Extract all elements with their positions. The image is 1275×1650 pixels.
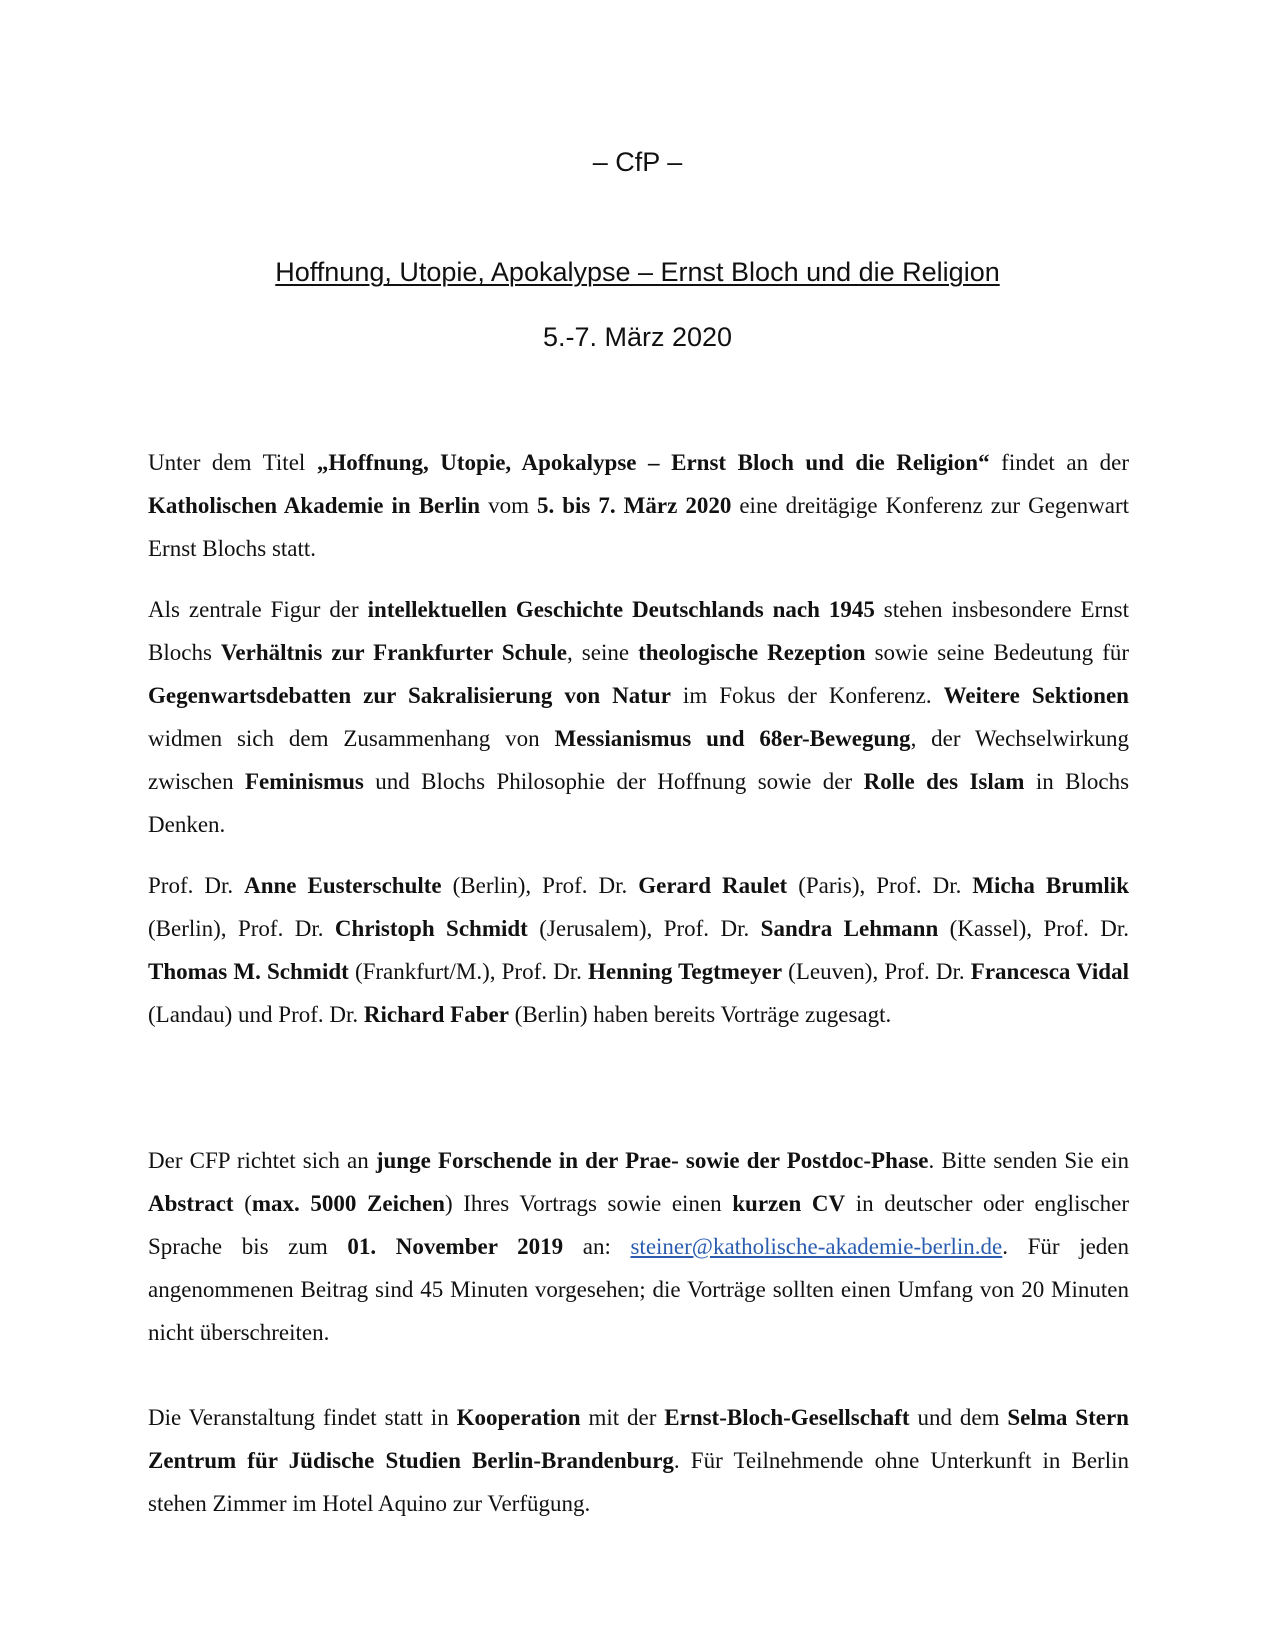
text-run: (Berlin), Prof. Dr. (148, 916, 335, 941)
text-run: . Für jeden angenommenen Beitrag sind 45 Minuten vorgesehen; die Vorträge sollten einen Umfang von 20 Minuten nicht überschreiten. (148, 1234, 1130, 1345)
bold-run: max. 5000 Zeichen (251, 1191, 445, 1216)
conference-date: 5.-7. März 2020 (542, 322, 733, 352)
bold-run: theologische Rezeption (638, 640, 866, 665)
speaker-name: Christoph Schmidt (334, 916, 528, 941)
bold-run: Katholischen Akademie in Berlin (148, 493, 481, 518)
bold-run: Abstract (148, 1191, 234, 1216)
bold-run: Ernst-Bloch-Gesellschaft (664, 1405, 910, 1430)
speaker-name: Gerard Raulet (638, 873, 788, 898)
bold-run: Weitere Sektionen (943, 683, 1129, 708)
text-run: im Fokus der Konferenz. (670, 683, 944, 708)
text-run: an: (563, 1234, 631, 1259)
text-run: (Frankfurt/M.), Prof. Dr. (348, 959, 589, 984)
text-run: findet an der (989, 450, 1130, 475)
conference-title (0, 256, 1275, 288)
cfp-label: – CfP – (592, 147, 683, 177)
bold-run: kurzen CV (732, 1191, 846, 1216)
email-link[interactable]: steiner@katholische-akademie-berlin.de (630, 1234, 1003, 1259)
text-run: in Blochs Denken. (148, 769, 1130, 837)
bold-run: Verhältnis zur Frankfurter Schule (220, 640, 568, 665)
speaker-name: Micha Brumlik (972, 873, 1129, 898)
bold-run: Gegenwartsdebatten zur Sakralisierung von Natur (148, 683, 671, 708)
text-run: , seine (567, 640, 639, 665)
text-run: vom (480, 493, 537, 518)
speaker-name: Richard Faber (363, 1002, 509, 1027)
text-run: sowie seine Bedeutung für (865, 640, 1130, 665)
text-run: in deutscher oder englischer Sprache bis zum (148, 1191, 1129, 1259)
text-run: und Blochs Philosophie der Hoffnung sowie der (363, 769, 864, 794)
text-run: mit der (580, 1405, 665, 1430)
text-run: Prof. Dr. (148, 873, 245, 898)
text-run: (Jerusalem), Prof. Dr. (527, 916, 761, 941)
text-run: ) Ihres Vortrags sowie einen (444, 1191, 733, 1216)
text-run: (Paris), Prof. Dr. (787, 873, 973, 898)
bold-run: 01. November 2019 (347, 1234, 564, 1259)
bold-run: intellektuellen Geschichte Deutschlands nach 1945 (367, 597, 875, 622)
bold-run: junge Forschende in der Prae- sowie der Postdoc-Phase (375, 1148, 929, 1173)
text-run: widmen sich dem Zusammenhang von (148, 726, 555, 751)
paragraph-speakers (148, 864, 1129, 1036)
text-run: ( (233, 1191, 252, 1216)
speaker-name: Thomas M. Schmidt (148, 959, 349, 984)
conference-title-text: Hoffnung, Utopie, Apokalypse – Ernst Bloch und die Religion (275, 257, 1000, 287)
text-run: Die Veranstaltung findet statt in (148, 1405, 457, 1430)
text-run: (Berlin), Prof. Dr. (441, 873, 639, 898)
bold-run: „Hoffnung, Utopie, Apokalypse – Ernst Bloch und die Religion“ (316, 450, 990, 475)
paragraph-topics (148, 588, 1129, 846)
speaker-name: Anne Eusterschulte (244, 873, 442, 898)
text-run: Unter dem Titel (148, 450, 317, 475)
bold-run: Rolle des Islam (863, 769, 1025, 794)
text-run: , der Wechselwirkung zwischen (148, 726, 1129, 794)
bold-run: Feminismus (245, 769, 364, 794)
bold-run: Messianismus und 68er-Bewegung (554, 726, 911, 751)
text-run: (Berlin) haben bereits Vorträge zugesagt. (508, 1002, 892, 1027)
bold-run: 5. bis 7. März 2020 (536, 493, 732, 518)
speaker-name: Henning Tegtmeyer (588, 959, 783, 984)
text-run: (Landau) und Prof. Dr. (148, 1002, 364, 1027)
paragraph-cooperation (148, 1396, 1129, 1525)
text-run: . Bitte senden Sie ein (928, 1148, 1130, 1173)
text-run: (Leuven), Prof. Dr. (782, 959, 971, 984)
text-run: eine dreitägige Konferenz zur Gegenwart Ernst Blochs statt. (148, 493, 1130, 561)
paragraph-call (148, 1139, 1129, 1354)
text-run: stehen insbesondere Ernst Blochs (148, 597, 1130, 665)
text-run: und dem (909, 1405, 1008, 1430)
paragraph-intro (148, 441, 1129, 570)
speaker-name: Sandra Lehmann (760, 916, 939, 941)
bold-run: Selma Stern Zentrum für Jüdische Studien Berlin-Brandenburg (148, 1405, 1129, 1473)
text-run: . Für Teilnehmende ohne Unterkunft in Berlin stehen Zimmer im Hotel Aquino zur Verfügung. (148, 1448, 1129, 1516)
text-run: Der CFP richtet sich an (148, 1148, 376, 1173)
speaker-name: Francesca Vidal (970, 959, 1129, 984)
bold-run: Kooperation (456, 1405, 581, 1430)
text-run: Als zentrale Figur der (148, 597, 368, 622)
text-run: (Kassel), Prof. Dr. (938, 916, 1130, 941)
